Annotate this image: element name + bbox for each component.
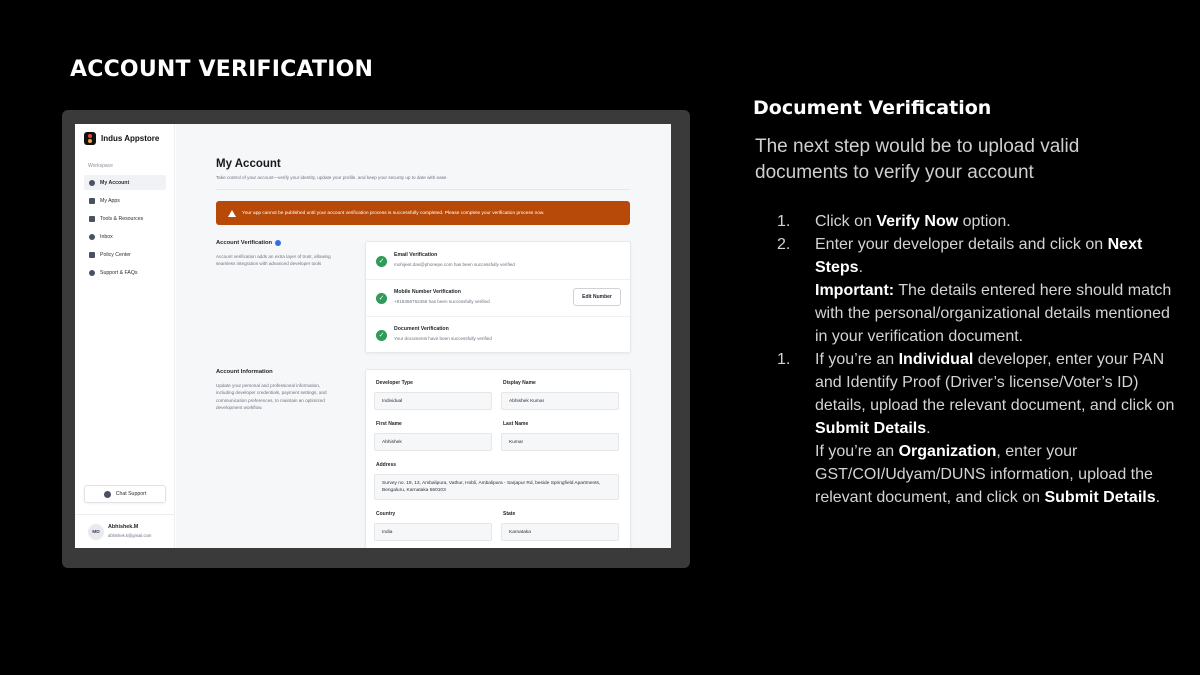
step-number: 1. <box>777 213 791 230</box>
app-screen <box>75 124 671 548</box>
developer-type-label: Developer Type <box>376 380 413 386</box>
check-circle-icon: ✓ <box>376 293 387 304</box>
step-item <box>777 233 1177 348</box>
steps-list <box>777 210 1177 509</box>
step-number: 2. <box>777 236 791 253</box>
verification-alert <box>216 201 630 225</box>
section-heading: Document Verification <box>753 97 992 119</box>
last-name-label: Last Name <box>503 421 529 427</box>
verification-description: Account verification adds an extra layer of trust, allowing seamless integration with advanced developer tools <box>216 254 331 267</box>
document-icon <box>89 252 95 258</box>
user-profile[interactable] <box>75 514 175 548</box>
sidebar-item-support[interactable] <box>84 265 166 280</box>
alert-text: Your app cannot be published until your account verification process is successfully completed. Please complete your verification process now. <box>242 210 545 216</box>
intro-text: The next step would be to upload valid documents to verify your account <box>755 136 1080 183</box>
help-icon <box>89 270 95 276</box>
document-verification-title: Document Verification <box>394 326 449 332</box>
slide-title: ACCOUNT VERIFICATION <box>70 57 374 82</box>
email-verification-title: Email Verification <box>394 252 438 258</box>
account-info-form <box>365 369 631 548</box>
display-name-label: Display Name <box>503 380 536 386</box>
user-email: abhishek.k@gmail.com <box>108 533 152 538</box>
user-icon <box>89 180 95 186</box>
brand[interactable] <box>84 132 159 145</box>
step-number: 1. <box>777 351 791 368</box>
chat-support-button[interactable] <box>84 485 166 503</box>
mobile-verification-item <box>366 279 630 317</box>
developer-type-field[interactable]: Individual <box>374 392 492 410</box>
info-description: Update your personal and professional information, including developer credentials, payment settings, and communication preferences, to maintain an optimized development workflow. <box>216 383 327 411</box>
email-verification-desc: mohijeet.das@phonepe.com has been successfully verified <box>394 262 515 267</box>
country-label: Country <box>376 511 396 517</box>
sidebar-item-label: My Account <box>100 179 130 186</box>
sidebar-item-my-apps[interactable] <box>84 193 166 208</box>
country-field[interactable]: India <box>374 523 492 541</box>
verification-title-text: Account Verification <box>216 240 273 246</box>
sidebar-nav <box>84 175 166 283</box>
email-verification-item <box>366 242 630 280</box>
step-text: Click on Verify Now option. <box>815 213 1011 230</box>
sidebar-item-label: My Apps <box>100 197 120 204</box>
chat-support-label: Chat Support <box>115 491 147 497</box>
check-circle-icon: ✓ <box>376 256 387 267</box>
chat-icon <box>104 491 111 498</box>
step-text: Enter your developer details and click on Next Steps. Important: The details entered here should match with the personal/organizational details mentioned in your verification document. <box>815 236 1172 345</box>
sidebar-item-policy-center[interactable] <box>84 247 166 262</box>
sidebar-item-label: Tools & Resources <box>100 215 144 222</box>
user-name: Abhishek.M <box>108 524 139 530</box>
sidebar-item-label: Support & FAQs <box>100 269 138 276</box>
verification-card <box>365 241 631 353</box>
mobile-verification-desc: +918366762456 has been successfully verified <box>394 299 490 304</box>
sidebar <box>75 124 175 548</box>
warning-icon <box>228 210 236 217</box>
display-name-field[interactable]: Abhishek Kumar <box>501 392 619 410</box>
last-name-field[interactable]: Kumar <box>501 433 619 451</box>
workspace-label: Workspace <box>88 163 113 169</box>
step-item <box>777 348 1177 509</box>
verification-section-title <box>216 240 281 246</box>
step-text: If you’re an Individual developer, enter your PAN and Identify Proof (Driver’s license/Voter’s ID) details, upload the relevant document, and click on Submit Details. If you’re an Organization, enter your GST/COI/Udyam/DUNS information, upload the relevant document, and click on Submit Details. <box>815 351 1175 506</box>
first-name-label: First Name <box>376 421 402 427</box>
step-item <box>777 210 1177 233</box>
tools-icon <box>89 216 95 222</box>
state-label: State <box>503 511 516 517</box>
page-title: My Account <box>216 158 281 170</box>
sidebar-item-inbox[interactable] <box>84 229 166 244</box>
document-verification-item <box>366 316 630 354</box>
main-content <box>176 124 671 548</box>
sidebar-item-label: Inbox <box>100 233 113 240</box>
divider <box>216 189 630 190</box>
address-label: Address <box>376 462 397 468</box>
brand-name: Indus Appstore <box>101 134 160 143</box>
edit-number-button[interactable]: Edit Number <box>573 288 621 306</box>
screenshot-frame <box>62 110 690 568</box>
bell-icon <box>89 234 95 240</box>
sidebar-item-label: Policy Center <box>100 251 131 258</box>
mobile-verification-title: Mobile Number Verification <box>394 289 461 295</box>
first-name-field[interactable]: Abhishek <box>374 433 492 451</box>
state-field[interactable]: Karnataka <box>501 523 619 541</box>
info-section-title: Account Information <box>216 369 273 375</box>
sidebar-item-my-account[interactable] <box>84 175 166 190</box>
grid-icon <box>89 198 95 204</box>
verified-badge-icon <box>275 240 281 246</box>
avatar: MD <box>88 524 104 540</box>
document-verification-desc: Your documents have been successfully verified <box>394 336 492 341</box>
sidebar-item-tools[interactable] <box>84 211 166 226</box>
check-circle-icon: ✓ <box>376 330 387 341</box>
indus-logo-icon <box>84 132 96 145</box>
address-field[interactable]: Survey no. 19, 13, Ambalipura, Vathur, Hobli, Ambalipura - Sarjapur Rd, beside Springfield Apartments, Bengaluru, Karnataka 560103 <box>374 474 619 500</box>
page-subtitle: Take control of your account—verify your identity, update your profile, and keep your security up to date with ease <box>216 175 447 180</box>
